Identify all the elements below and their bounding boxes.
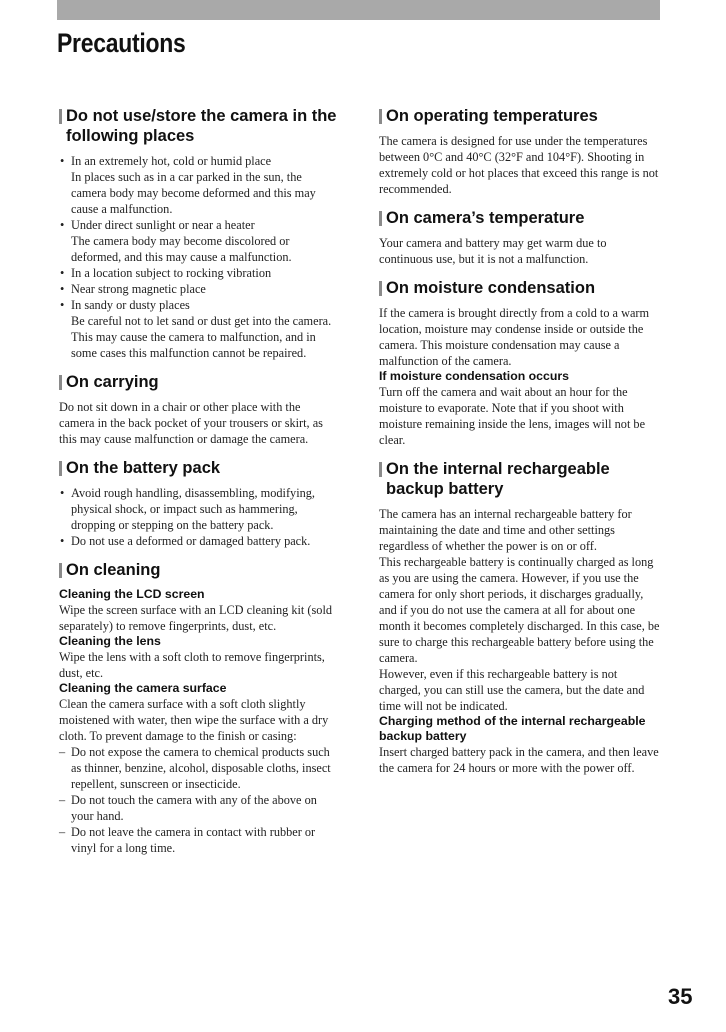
section-body: The camera is designed for use under the temperatures between 0°C and 40°C (32°F and 104°F). Shooting in extremely cold or hot places that exceed this range is not recommended. (379, 134, 659, 196)
dash-item: – Do not leave the camera in contact with rubber or vinyl for a long time. (59, 825, 316, 855)
subheading: Cleaning the LCD screen (59, 587, 205, 601)
section-heading: Do not use/store the camera in the following places (59, 106, 337, 146)
left-column (59, 106, 337, 867)
section-camera-temperature (379, 208, 661, 267)
section-heading: On camera’s temperature (379, 208, 661, 228)
heading-bar-icon (59, 563, 62, 578)
bullet-icon: • (60, 534, 65, 548)
bullet-item: • Near strong magnetic place (60, 282, 206, 296)
dash-icon: – (59, 825, 66, 839)
section-heading: On the internal rechargeable backup battery (379, 459, 661, 499)
section-operating-temperatures (379, 106, 661, 197)
subheading: Cleaning the lens (59, 634, 161, 648)
right-column (379, 106, 661, 787)
section-carrying (59, 372, 337, 447)
heading-bar-icon (379, 211, 382, 226)
heading-bar-icon (59, 461, 62, 476)
paragraph: This rechargeable battery is continually charged as long as you are using the camera. However, if you use the camera for only short periods, it discharges gradually, and if you do not use the camera at all for about one month it becomes completely discharged. In this case, be sure to charge this rechargeable battery before using the camera. (379, 555, 660, 665)
bullet-description: In places such as in a car parked in the sun, the camera body may become deformed and this may cause a malfunction. (71, 170, 316, 216)
bullet-item: • In sandy or dusty places (60, 298, 190, 312)
subheading: If moisture condensation occurs (379, 369, 569, 383)
header-bar (57, 0, 660, 20)
section-heading: On operating temperatures (379, 106, 661, 126)
paragraph: Wipe the lens with a soft cloth to remove fingerprints, dust, etc. (59, 650, 325, 680)
bullet-description: The camera body may become discolored or deformed, and this may cause a malfunction. (71, 234, 292, 264)
bullet-item: • In an extremely hot, cold or humid place (60, 154, 272, 168)
section-heading: On carrying (59, 372, 337, 392)
bullet-item: • Avoid rough handling, disassembling, modifying, physical shock, or impact such as hammering, dropping or stepping on the battery pack. (60, 486, 315, 532)
bullet-icon: • (60, 298, 65, 312)
heading-bar-icon (59, 375, 62, 390)
section-heading: On cleaning (59, 560, 337, 580)
paragraph: Insert charged battery pack in the camera, and then leave the camera for 24 hours or more with the power off. (379, 745, 659, 775)
bullet-item: • Under direct sunlight or near a heater (60, 218, 255, 232)
section-storage-places (59, 106, 337, 361)
paragraph: Turn off the camera and wait about an hour for the moisture to evaporate. Note that if you shoot with moisture remaining inside the lens, images will not be clear. (379, 385, 646, 447)
bullet-icon: • (60, 486, 65, 500)
dash-item: – Do not expose the camera to chemical products such as thinner, benzine, alcohol, disposable cloths, insect repellent, sunscreen or insecticide. (59, 745, 331, 791)
section-body: Do not sit down in a chair or other place with the camera in the back pocket of your trousers or skirt, as this may cause malfunction or damage the camera. (59, 400, 323, 446)
section-heading: On the battery pack (59, 458, 337, 478)
heading-bar-icon (59, 109, 62, 124)
section-heading: On moisture condensation (379, 278, 661, 298)
page-title: Precautions (57, 28, 186, 58)
bullet-icon: • (60, 218, 65, 232)
bullet-item: • Do not use a deformed or damaged battery pack. (60, 534, 311, 548)
bullet-icon: • (60, 266, 65, 280)
section-body: Your camera and battery may get warm due to continuous use, but it is not a malfunction. (379, 236, 607, 266)
bullet-item: • In a location subject to rocking vibration (60, 266, 272, 280)
subheading: Charging method of the internal rechargeable backup battery (379, 714, 646, 743)
heading-bar-icon (379, 281, 382, 296)
section-battery-pack (59, 458, 337, 549)
paragraph: Wipe the screen surface with an LCD cleaning kit (sold separately) to remove fingerprints, dust, etc. (59, 603, 333, 633)
page-number: 35 (668, 984, 693, 1009)
section-cleaning (59, 560, 337, 856)
paragraph: However, even if this rechargeable battery is not charged, you can still use the camera, but the date and time will not be indicated. (379, 667, 645, 713)
bullet-icon: • (60, 154, 65, 168)
section-body: If the camera is brought directly from a cold to a warm location, moisture may condense inside or outside the camera. This moisture condensation may cause a malfunction of the camera. (379, 306, 650, 368)
bullet-description: Be careful not to let sand or dust get into the camera. This may cause the camera to malfunction, and in some cases this malfunction cannot be repaired. (71, 314, 332, 360)
dash-item: – Do not touch the camera with any of the above on your hand. (59, 793, 317, 823)
paragraph: The camera has an internal rechargeable battery for maintaining the date and time and other settings regardless of whether the power is on or off. (379, 507, 632, 553)
section-moisture-condensation (379, 278, 661, 448)
dash-icon: – (59, 745, 66, 759)
paragraph: Clean the camera surface with a soft cloth slightly moistened with water, then wipe the surface with a dry cloth. To prevent damage to the finish or casing: (59, 697, 329, 743)
dash-icon: – (59, 793, 66, 807)
subheading: Cleaning the camera surface (59, 681, 227, 695)
heading-bar-icon (379, 462, 382, 477)
heading-bar-icon (379, 109, 382, 124)
section-backup-battery (379, 459, 661, 776)
bullet-icon: • (60, 282, 65, 296)
